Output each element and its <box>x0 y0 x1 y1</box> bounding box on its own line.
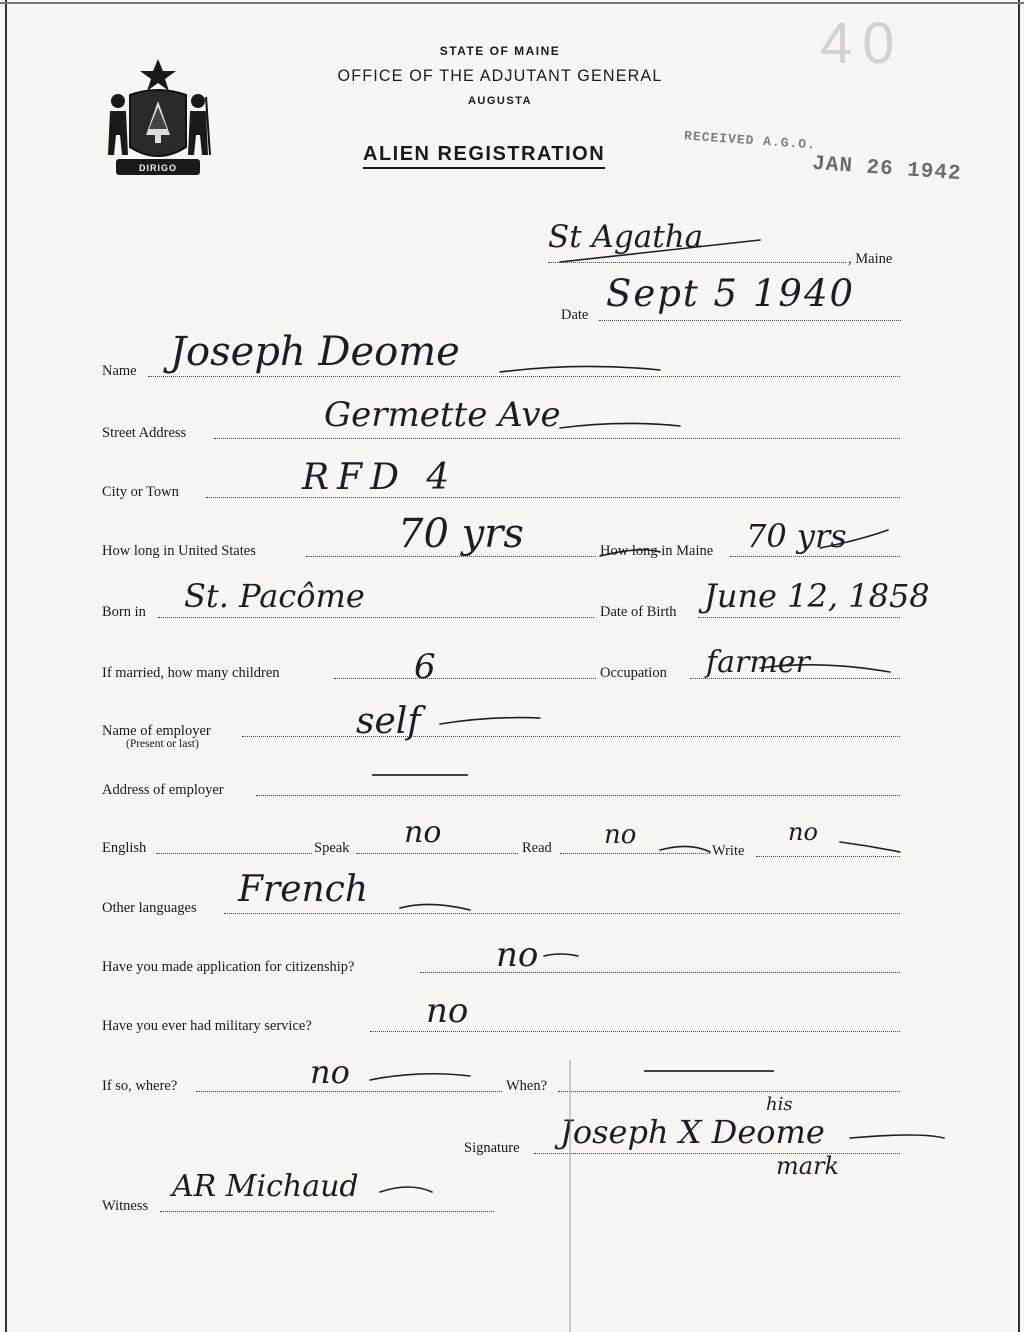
city-entry: RFD 4 <box>302 457 458 498</box>
received-stamp-date: JAN 26 1942 <box>811 152 963 187</box>
employer-sublabel: (Present or last) <box>126 738 199 750</box>
witness-label: Witness <box>102 1198 149 1214</box>
maine-label: , Maine <box>848 251 893 267</box>
signature-note-top: his <box>766 1094 793 1115</box>
date-entry: Sept 5 1940 <box>606 272 856 315</box>
name-entry: Joseph Deome <box>170 329 460 375</box>
town-entry: St Agatha <box>548 219 704 255</box>
witness-entry: AR Michaud <box>172 1169 359 1204</box>
born-in-entry: St. Pacôme <box>184 577 365 615</box>
citizenship-label: Have you made application for citizenship? <box>102 959 355 975</box>
children-entry: 6 <box>414 647 436 687</box>
citizenship-entry: no <box>496 935 539 975</box>
english-read-entry: no <box>604 820 637 850</box>
date-label: Date <box>561 307 589 323</box>
military-entry: no <box>426 991 469 1031</box>
occupation-entry: farmer <box>706 645 810 680</box>
other-languages-label: Other languages <box>102 900 197 916</box>
occupation-label: Occupation <box>600 665 667 681</box>
name-label: Name <box>102 363 137 379</box>
children-label: If married, how many children <box>102 665 280 681</box>
date-of-birth-entry: June 12, 1858 <box>704 577 930 615</box>
received-stamp: RECEIVED A.G.O. <box>683 128 817 153</box>
how-long-us-entry: 70 yrs <box>398 511 524 557</box>
header-office: OFFICE OF THE ADJUTANT GENERAL <box>337 66 663 85</box>
military-label: Have you ever had military service? <box>102 1018 312 1034</box>
employer-name-entry: self <box>356 701 421 742</box>
born-in-label: Born in <box>102 604 146 620</box>
seal-motto: DIRIGO <box>138 163 177 173</box>
signature-note-bottom: mark <box>776 1152 840 1180</box>
city-label: City or Town <box>102 484 179 500</box>
english-write-entry: no <box>788 818 818 846</box>
street-address-label: Street Address <box>102 425 187 441</box>
signature-entry: Joseph X Deome <box>560 1113 825 1151</box>
english-label: English <box>102 840 147 856</box>
if-so-where-label: If so, where? <box>102 1078 178 1094</box>
date-of-birth-label: Date of Birth <box>600 604 677 620</box>
form-title: ALIEN REGISTRATION <box>363 142 605 169</box>
employer-name-label: Name of employer <box>102 723 211 739</box>
header-city: AUGUSTA <box>467 95 533 107</box>
employer-address-label: Address of employer <box>102 782 224 798</box>
write-label: Write <box>712 843 745 859</box>
street-address-entry: Germette Ave <box>324 395 561 435</box>
where-entry: no <box>310 1053 350 1091</box>
how-long-maine-label: How long in Maine <box>600 543 714 559</box>
read-label: Read <box>522 840 552 856</box>
other-languages-entry: French <box>238 869 369 910</box>
how-long-us-label: How long in United States <box>102 543 256 559</box>
header-state: STATE OF MAINE <box>439 44 561 58</box>
how-long-maine-entry: 70 yrs <box>746 517 847 555</box>
english-speak-entry: no <box>404 815 442 850</box>
signature-label: Signature <box>464 1140 520 1156</box>
speak-label: Speak <box>314 840 350 856</box>
corner-number: 40 <box>820 11 905 76</box>
when-label: When? <box>506 1078 548 1094</box>
